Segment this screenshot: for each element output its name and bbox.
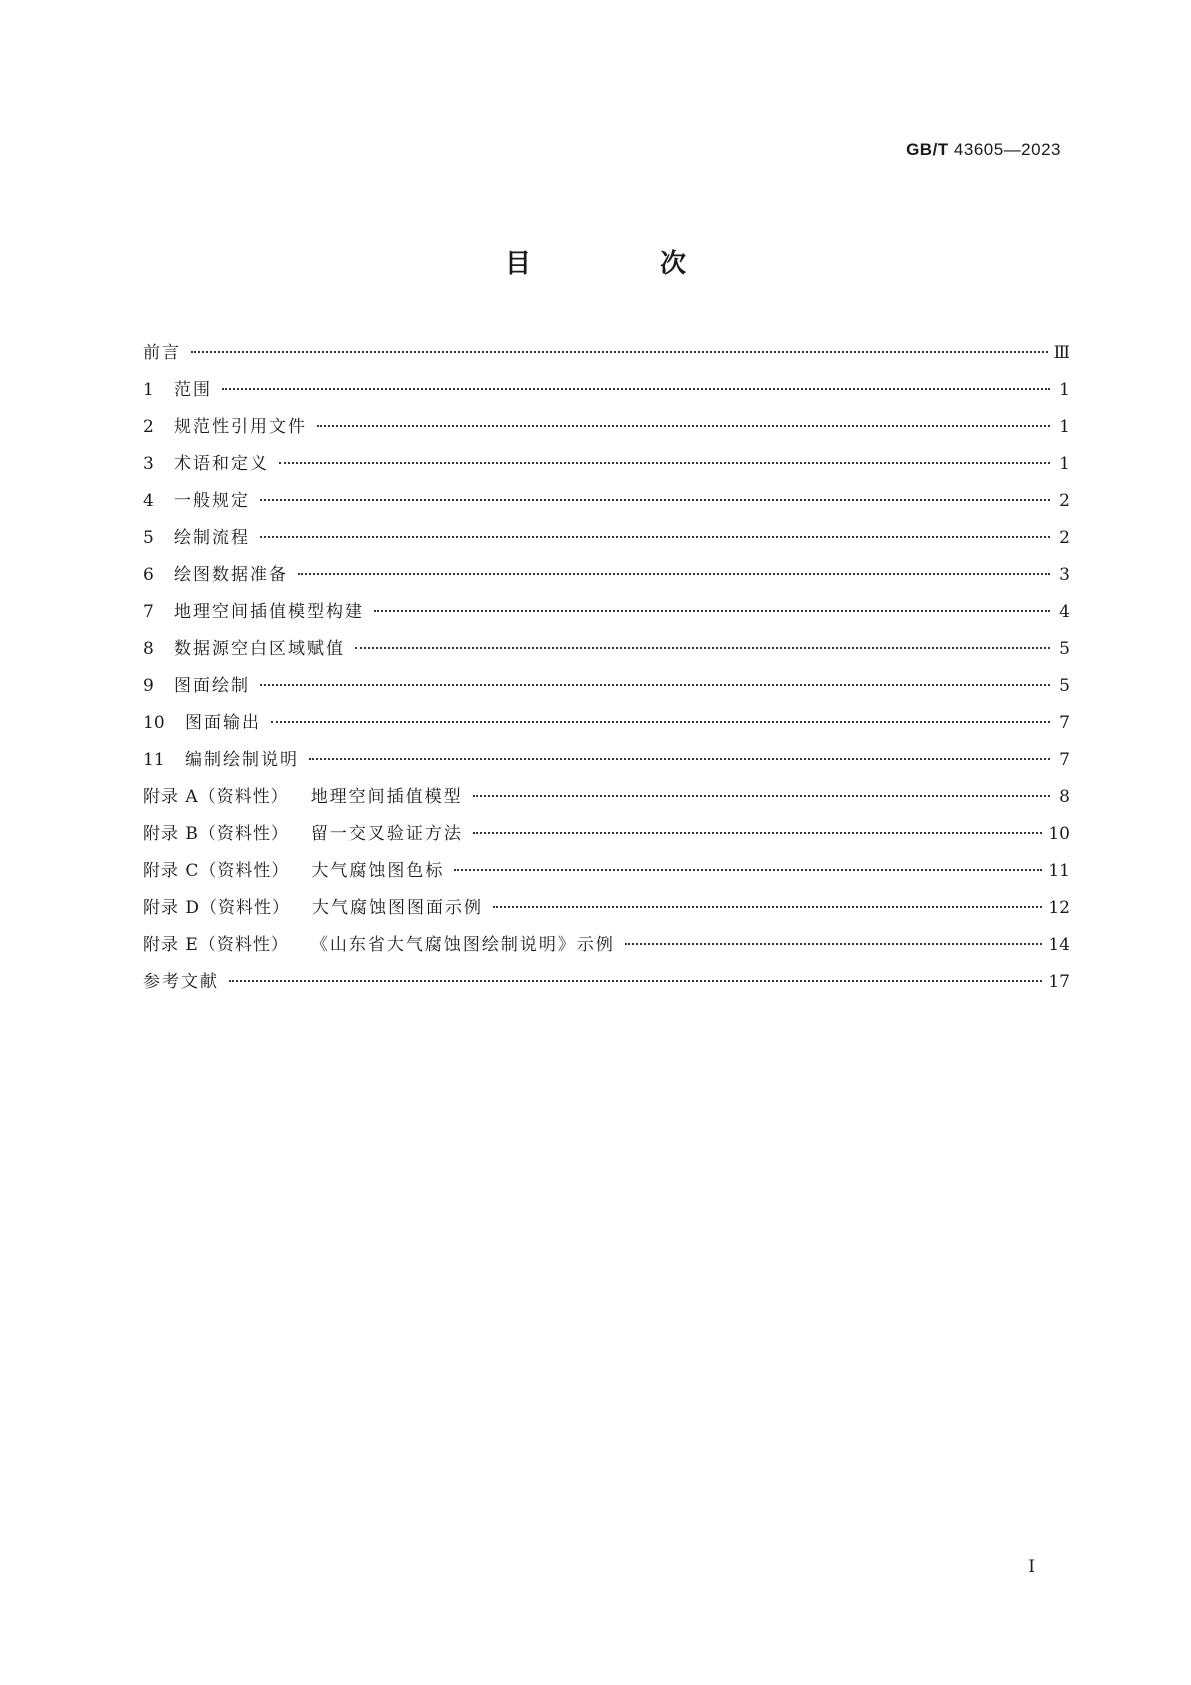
toc-entry-7[interactable] xyxy=(143,600,1070,637)
toc-leader-dots xyxy=(309,758,1050,760)
toc-annex-title: 大气腐蚀图图面示例 xyxy=(312,898,484,918)
toc-annex-label: 附录 D（资料性） xyxy=(143,898,291,918)
toc-entry-page: 7 xyxy=(1059,750,1070,770)
toc-entry-number: 6 xyxy=(143,565,154,585)
toc-entry-number: 7 xyxy=(143,602,154,622)
toc-entry-4[interactable] xyxy=(143,489,1070,526)
toc-leader-dots xyxy=(355,647,1050,649)
toc-entry-label: 编制绘制说明 xyxy=(185,750,299,770)
toc-entry-page: 8 xyxy=(1059,787,1070,807)
toc-entry-annex-e[interactable] xyxy=(143,933,1070,970)
toc-entry-number: 8 xyxy=(143,639,154,659)
page-title: 目 次 xyxy=(504,249,747,279)
toc-entry-label: 图面绘制 xyxy=(174,676,250,696)
toc-entry-label: 数据源空白区域赋值 xyxy=(174,639,345,659)
toc-annex-label: 附录 A（资料性） xyxy=(143,787,289,807)
toc-entry-page: 10 xyxy=(1048,824,1070,844)
toc-leader-dots xyxy=(229,980,1042,982)
toc-entry-number: 4 xyxy=(143,491,154,511)
toc-entry-page: 1 xyxy=(1059,454,1070,474)
toc-leader-dots xyxy=(493,906,1042,908)
toc-annex-title: 大气腐蚀图色标 xyxy=(311,861,445,881)
toc-annex-label: 附录 B（资料性） xyxy=(143,824,289,844)
toc-entry-3[interactable] xyxy=(143,452,1070,489)
toc-leader-dots xyxy=(260,684,1050,686)
toc-entry-number: 3 xyxy=(143,454,154,474)
toc-leader-dots xyxy=(625,943,1043,945)
toc-entry-page: 7 xyxy=(1059,713,1070,733)
toc-entry-annex-d[interactable] xyxy=(143,896,1070,933)
toc-leader-dots xyxy=(222,388,1050,390)
toc-leader-dots xyxy=(191,351,1048,353)
toc-entry-label: 绘图数据准备 xyxy=(174,565,288,585)
toc-leader-dots xyxy=(454,869,1042,871)
toc-entry-label: 术语和定义 xyxy=(174,454,269,474)
table-of-contents xyxy=(143,341,1070,1007)
toc-entry-label: 一般规定 xyxy=(174,491,250,511)
toc-entry-page: 12 xyxy=(1048,898,1070,918)
toc-annex-label: 附录 E（资料性） xyxy=(143,935,289,955)
toc-entry-label: 范围 xyxy=(174,380,212,400)
toc-entry-label: 绘制流程 xyxy=(174,528,250,548)
toc-annex-title: 地理空间插值模型 xyxy=(310,787,463,807)
toc-entry-annex-b[interactable] xyxy=(143,822,1070,859)
toc-annex-title: 留一交叉验证方法 xyxy=(310,824,463,844)
toc-entry-number: 1 xyxy=(143,380,154,400)
toc-entry-number: 2 xyxy=(143,417,154,437)
toc-leader-dots xyxy=(260,499,1050,501)
toc-leader-dots xyxy=(298,573,1050,575)
toc-entry-label: 规范性引用文件 xyxy=(174,417,307,437)
toc-entry-annex-c[interactable] xyxy=(143,859,1070,896)
toc-entry-references[interactable] xyxy=(143,970,1070,1007)
page-number: Ⅰ xyxy=(1028,1557,1035,1577)
toc-entry-page: 14 xyxy=(1048,935,1070,955)
toc-entry-8[interactable] xyxy=(143,637,1070,674)
toc-entry-page: 11 xyxy=(1048,861,1070,881)
toc-entry-page: 3 xyxy=(1059,565,1070,585)
toc-annex-title: 《山东省大气腐蚀图绘制说明》示例 xyxy=(310,935,615,955)
standard-code xyxy=(906,140,1061,160)
toc-entry-annex-a[interactable] xyxy=(143,785,1070,822)
toc-entry-label: 参考文献 xyxy=(143,972,219,992)
toc-leader-dots xyxy=(473,795,1050,797)
toc-entry-6[interactable] xyxy=(143,563,1070,600)
toc-entry-page: 2 xyxy=(1059,528,1070,548)
toc-leader-dots xyxy=(473,832,1042,834)
toc-entry-11[interactable] xyxy=(143,748,1070,785)
toc-leader-dots xyxy=(317,425,1050,427)
toc-leader-dots xyxy=(279,462,1050,464)
toc-entry-page: 1 xyxy=(1059,417,1070,437)
toc-entry-number: 11 xyxy=(143,750,165,770)
toc-entry-page: 2 xyxy=(1059,491,1070,511)
toc-leader-dots xyxy=(271,721,1050,723)
standard-number: 43605—2023 xyxy=(953,140,1061,159)
toc-entry-page: Ⅲ xyxy=(1053,343,1070,363)
toc-entry-9[interactable] xyxy=(143,674,1070,711)
toc-entry-1[interactable] xyxy=(143,378,1070,415)
toc-entry-page: 5 xyxy=(1059,676,1070,696)
toc-annex-label: 附录 C（资料性） xyxy=(143,861,290,881)
standard-prefix: GB/T xyxy=(906,140,949,159)
toc-entry-label: 地理空间插值模型构建 xyxy=(174,602,364,622)
toc-entry-number: 5 xyxy=(143,528,154,548)
toc-leader-dots xyxy=(374,610,1050,612)
toc-entry-page: 5 xyxy=(1059,639,1070,659)
toc-entry-5[interactable] xyxy=(143,526,1070,563)
toc-entry-page: 17 xyxy=(1048,972,1070,992)
toc-entry-label: 图面输出 xyxy=(185,713,261,733)
toc-entry-number: 9 xyxy=(143,676,154,696)
toc-entry-2[interactable] xyxy=(143,415,1070,452)
toc-entry-number: 10 xyxy=(143,713,165,733)
toc-entry-label: 前言 xyxy=(143,343,181,363)
toc-entry-page: 4 xyxy=(1059,602,1070,622)
toc-entry-page: 1 xyxy=(1059,380,1070,400)
toc-entry-10[interactable] xyxy=(143,711,1070,748)
toc-leader-dots xyxy=(260,536,1050,538)
toc-entry-foreword[interactable] xyxy=(143,341,1070,378)
